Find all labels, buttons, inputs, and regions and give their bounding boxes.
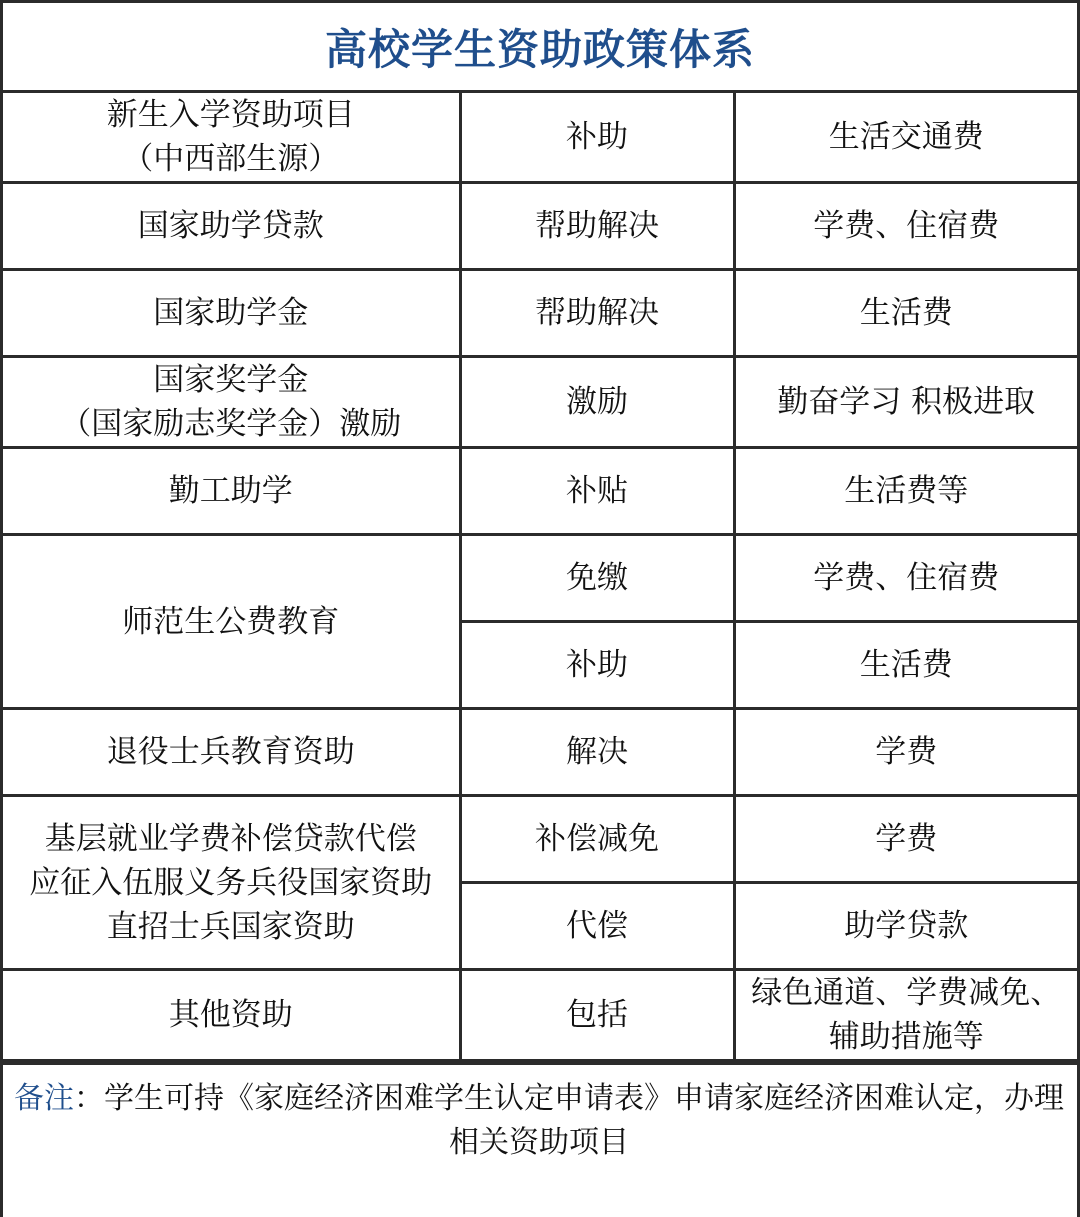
support-target-line: 绿色通道、学费减免、 (751, 975, 1062, 1011)
policy-table (3, 93, 1077, 1062)
program-name-cell: 其他资助 (3, 970, 460, 1061)
support-type-cell: 补贴 (460, 448, 734, 535)
program-name-cell: 勤工助学 (3, 448, 460, 535)
support-target-cell (734, 970, 1077, 1061)
table-row (3, 183, 1077, 270)
program-name: 基层就业学费补偿贷款代偿 (44, 820, 417, 857)
support-type-cell: 解决 (460, 709, 734, 796)
support-type-cell: 包括 (460, 970, 734, 1061)
program-name-cell: 退役士兵教育资助 (3, 709, 460, 796)
support-type-cell: 激励 (460, 357, 734, 448)
program-name: 国家奖学金 (153, 362, 309, 398)
program-name-note: （国家励志奖学金）激励 (60, 406, 402, 442)
program-name: 应征入伍服义务兵役国家资助 (29, 864, 433, 901)
support-type-cell: 帮助解决 (460, 270, 734, 357)
footnote (3, 1062, 1077, 1165)
support-type-cell: 补偿减免 (460, 796, 734, 883)
program-name-note: （中西部生源） (122, 141, 340, 177)
table-row (3, 357, 1077, 448)
table-row (3, 709, 1077, 796)
support-target-cell: 学费、住宿费 (734, 183, 1077, 270)
support-target-cell: 生活交通费 (734, 93, 1077, 183)
program-name-cell: 国家助学贷款 (3, 183, 460, 270)
table-row (3, 93, 1077, 183)
support-type-cell: 免缴 (460, 535, 734, 622)
page-title: 高校学生资助政策体系 (3, 3, 1077, 93)
program-name-cell: 国家助学金 (3, 270, 460, 357)
support-type-cell: 代偿 (460, 883, 734, 970)
support-target-cell: 学费 (734, 796, 1077, 883)
table-row (3, 535, 1077, 622)
program-name-cell (3, 93, 460, 183)
table-row (3, 970, 1077, 1061)
program-name-cell (3, 796, 460, 970)
support-type-cell: 补助 (460, 93, 734, 183)
table-row (3, 796, 1077, 883)
footnote-label: 备注 (14, 1081, 74, 1116)
table-row (3, 448, 1077, 535)
support-target-cell: 学费 (734, 709, 1077, 796)
program-name-cell: 师范生公费教育 (3, 535, 460, 709)
support-target-cell: 学费、住宿费 (734, 535, 1077, 622)
support-target-line: 辅助措施等 (828, 1019, 984, 1055)
support-target-cell: 生活费等 (734, 448, 1077, 535)
support-target-cell: 生活费 (734, 270, 1077, 357)
support-type-cell: 补助 (460, 622, 734, 709)
support-target-cell: 生活费 (734, 622, 1077, 709)
program-name: 直招士兵国家资助 (106, 908, 355, 945)
support-target-cell: 勤奋学习 积极进取 (734, 357, 1077, 448)
table-row (3, 270, 1077, 357)
program-name: 新生入学资助项目 (106, 97, 355, 133)
support-type-cell: 帮助解决 (460, 183, 734, 270)
footnote-text: ：学生可持《家庭经济困难学生认定申请表》申请家庭经济困难认定，办理相关资助项目 (74, 1081, 1064, 1160)
support-target-cell: 助学贷款 (734, 883, 1077, 970)
program-name-cell (3, 357, 460, 448)
